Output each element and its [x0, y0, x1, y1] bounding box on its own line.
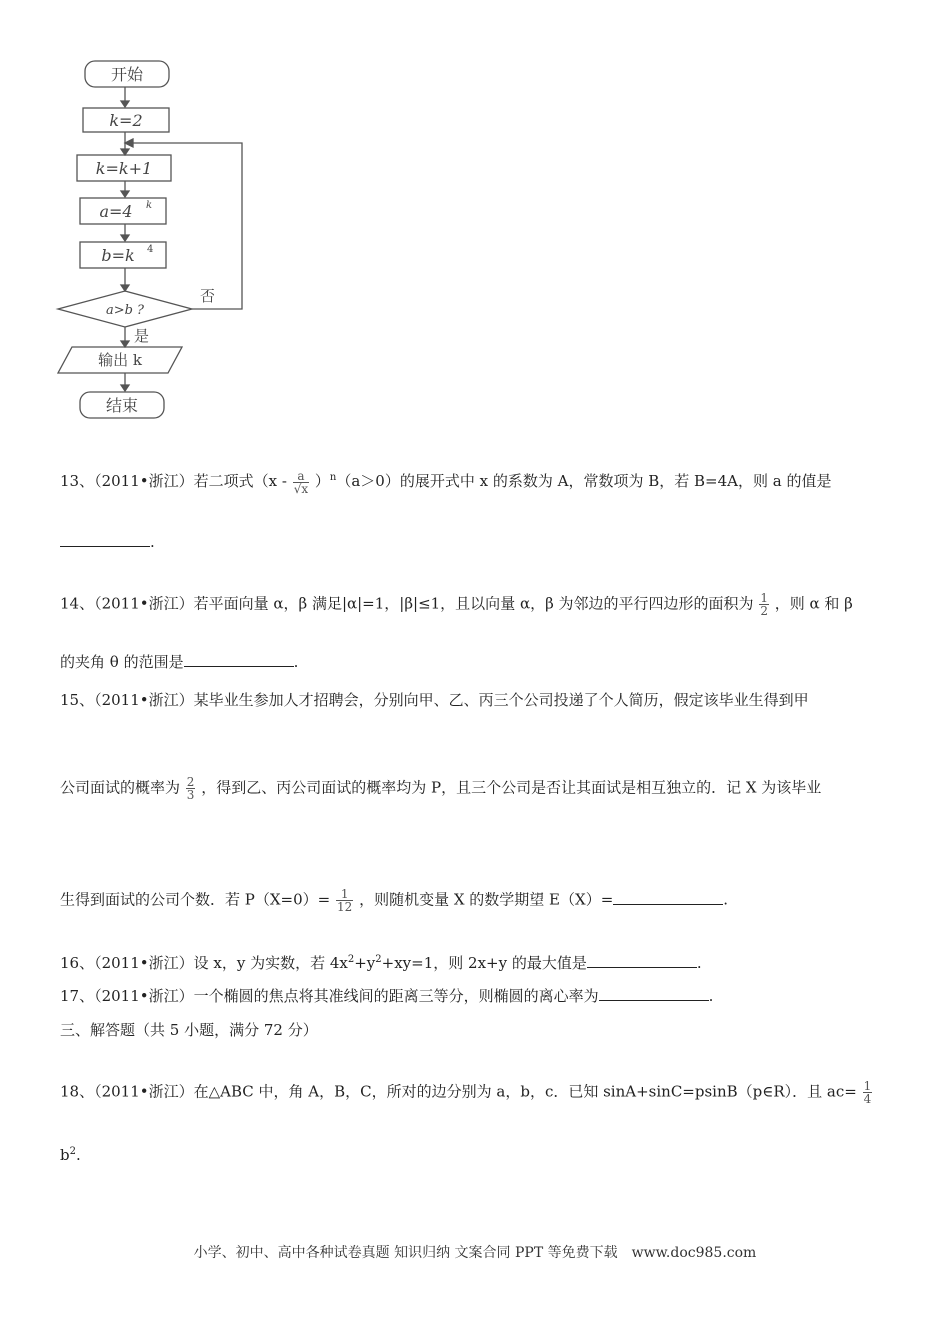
b-assign-label: b=k: [101, 246, 135, 265]
answer-blank-14[interactable]: [184, 652, 294, 667]
b-assign-exp: 4: [147, 244, 154, 255]
question-16: 16、（2011•浙江）设 x，y 为实数，若 $4x^2+y^2+xy=1$，则 2x+y 的最大值是 .: [60, 954, 702, 972]
yes-label: 是: [134, 327, 150, 345]
flowchart: [50, 55, 260, 425]
k-inc-label: k=k+1: [95, 159, 153, 178]
a-assign-label: a=4: [99, 202, 133, 221]
question-13-answer: .: [60, 532, 155, 552]
section-heading: 三、解答题（共 5 小题，满分 72 分）: [60, 1021, 318, 1039]
answer-blank-17[interactable]: [599, 986, 709, 1001]
output-label: 输出 k: [98, 351, 142, 369]
question-14-line2: 的夹角 θ 的范围是 .: [60, 653, 299, 671]
k-init-label: k=2: [109, 111, 143, 130]
answer-blank-16[interactable]: [587, 953, 697, 968]
question-15-line1: 15、（2011•浙江）某毕业生参加人才招聘会，分别向甲、乙、丙三个公司投递了个人简历，假定该毕业生得到甲: [60, 691, 809, 709]
question-14: 14、（2011•浙江）若平面向量 α，β 满足|α|=1，|β|≤1，且以向量 α，β 为邻边的平行四边形的面积为 $\frac{1}{2}$ ，则 α 和 β: [60, 591, 853, 618]
q13-fraction: $\frac{a}{√x}$: [293, 468, 309, 496]
end-label: 结束: [105, 396, 139, 415]
q18-fraction: $\frac{1}{4}$: [863, 1079, 872, 1106]
footer-text: 小学、初中、高中各种试卷真题 知识归纳 文案合同 PPT 等免费下载 www.doc985.com: [193, 1245, 757, 1261]
answer-blank-15[interactable]: [613, 890, 723, 905]
question-18-line2: $b^2$.: [60, 1146, 81, 1164]
a-assign-exp: k: [146, 200, 153, 211]
answer-blank-13[interactable]: [60, 532, 150, 547]
question-13: 13、（2011•浙江）若二项式（x - $\frac{a}{√x}$ ）$^n$（a＞0）的展开式中 x 的系数为 A，常数项为 B，若 B=4A，则 a 的值是: [60, 468, 832, 496]
no-label: 否: [200, 287, 216, 305]
question-18: 18、（2011•浙江）在△ABC 中，角 A，B，C，所对的边分别为 a，b，c．已知 sinA+sinC=psinB（p∈R）．且 ac= $\frac{1}{4}$: [60, 1079, 872, 1106]
q14-fraction: $\frac{1}{2}$: [760, 591, 768, 618]
question-15-line3: 生得到面试的公司个数．若 P（X=0）= $\frac{1}{12}$ ，则随机变量 X 的数学期望 E（X）= .: [60, 887, 729, 914]
q15-fraction: $\frac{2}{3}$: [186, 775, 195, 802]
start-label: 开始: [110, 65, 144, 84]
question-15-line2: 公司面试的概率为 $\frac{2}{3}$ ，得到乙、丙公司面试的概率均为 P，且三个公司是否让其面试是相互独立的．记 X 为该毕业: [60, 775, 822, 802]
condition-label: a>b ?: [105, 303, 145, 318]
q15-fraction-2: $\frac{1}{12}$: [337, 887, 353, 914]
question-17: 17、（2011•浙江）一个椭圆的焦点将其准线间的距离三等分，则椭圆的离心率为 .: [60, 987, 714, 1005]
